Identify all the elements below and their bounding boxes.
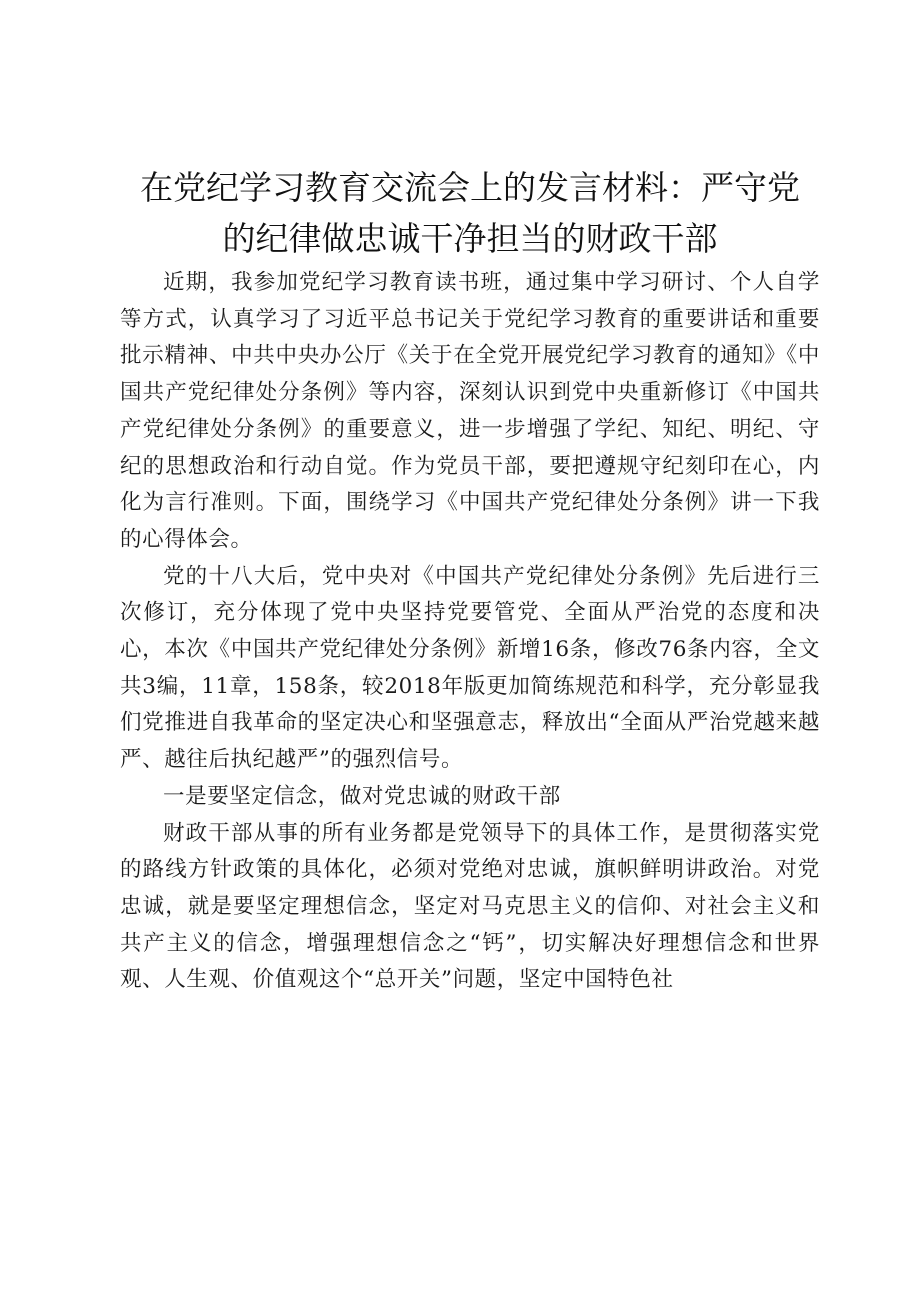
paragraph-revision: 党的十八大后，党中央对《中国共产党纪律处分条例》先后进行三次修订，充分体现了党中央坚持党要管党、全面从严治党的态度和决心，本次《中国共产党纪律处分条例》新增16条，修改76条内容，全文共3编，11章，158条，较2018年版更加简练规范和科学，充分彰显我们党推进自我革命的坚定决心和坚强意志，释放出“全面从严治党越来越严、越往后执纪越严”的强烈信号。 [120, 563, 820, 773]
document-title [110, 162, 830, 264]
paragraph-loyalty: 财政干部从事的所有业务都是党领导下的具体工作，是贯彻落实党的路线方针政策的具体化，必须对党绝对忠诚，旗帜鲜明讲政治。对党忠诚，就是要坚定理想信念，坚定对马克思主义的信仰、对社会主义和共产主义的信念，增强理想信念之“钙”，切实解决好理想信念和世界观、人生观、价值观这个“总开关”问题，坚定中国特色社 [120, 820, 820, 993]
section-heading-1: 一是要坚定信念，做对党忠诚的财政干部 [163, 783, 561, 809]
paragraph-intro: 近期，我参加党纪学习教育读书班，通过集中学习研讨、个人自学等方式，认真学习了习近平总书记关于党纪学习教育的重要讲话和重要批示精神、中共中央办公厅《关于在全党开展党纪学习教育的通知》《中国共产党纪律处分条例》等内容，深刻认识到党中央重新修订《中国共产党纪律处分条例》的重要意义，进一步增强了学纪、知纪、明纪、守纪的思想政治和行动自觉。作为党员干部，要把遵规守纪刻印在心，内化为言行准则。下面，围绕学习《中国共产党纪律处分条例》讲一下我的心得体会。 [120, 270, 820, 552]
title-line-2: 的纪律做忠诚干净担当的财政干部 [222, 219, 718, 258]
title-line-1: 在党纪学习教育交流会上的发言材料：严守党 [140, 168, 800, 207]
document-body [120, 265, 820, 999]
